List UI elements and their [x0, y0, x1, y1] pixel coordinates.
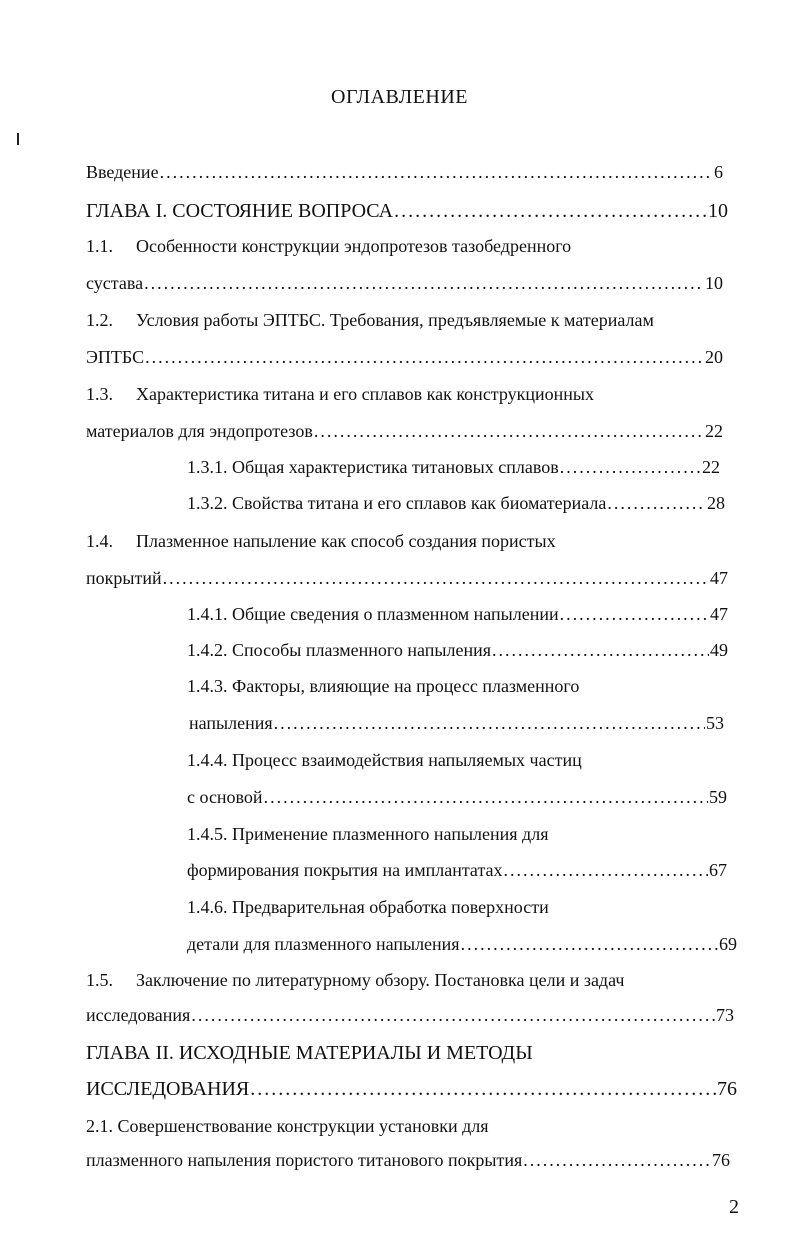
margin-mark — [17, 133, 19, 145]
toc-entry-text: ЭПТБС — [86, 347, 145, 367]
toc-leader — [394, 199, 707, 223]
toc-page-number: 10 — [705, 273, 723, 293]
toc-entry-heading — [86, 968, 624, 992]
toc-page-number: 28 — [707, 493, 725, 513]
toc-page-number: 59 — [709, 787, 727, 807]
toc-page-number: 53 — [706, 713, 724, 733]
toc-leader — [560, 602, 709, 626]
toc-entry — [86, 199, 728, 223]
toc-entry — [86, 1077, 737, 1101]
toc-page-number: 22 — [705, 421, 723, 441]
toc-leader — [560, 455, 701, 479]
toc-entry — [187, 455, 720, 479]
toc-leader — [492, 638, 709, 662]
toc-entry — [189, 711, 724, 735]
toc-page-number: 22 — [702, 457, 720, 477]
toc-entry-heading — [86, 1041, 533, 1065]
toc-page-number: 67 — [709, 860, 727, 880]
toc-page-number: 69 — [719, 934, 737, 954]
toc-entry-heading — [86, 234, 571, 258]
toc-page-number: 76 — [712, 1150, 730, 1170]
toc-entry-text: 1.4.3. Факторы, влияющие на процесс плазменного — [187, 676, 580, 696]
toc-leader — [461, 932, 718, 956]
toc-entry-heading — [86, 529, 556, 553]
toc-entry — [86, 271, 723, 295]
toc-entry-number: 1.4. — [86, 531, 113, 551]
toc-entry — [86, 566, 728, 590]
toc-page-number: 6 — [714, 162, 723, 182]
toc-entry-text: 1.3.1. Общая характеристика титановых сплавов — [187, 457, 559, 477]
toc-entry-text: Характеристика титана и его сплавов как конструкционных — [136, 384, 595, 404]
toc-entry — [86, 345, 723, 369]
toc-entry-text: с основой — [187, 787, 263, 807]
toc-leader — [607, 491, 706, 515]
toc-entry-heading — [86, 382, 594, 406]
toc-entry-number: 1.5. — [86, 970, 113, 990]
toc-entry-text: Условия работы ЭПТБС. Требования, предъявляемые к материалам — [136, 310, 654, 330]
toc-entry-heading — [187, 748, 582, 772]
toc-entry — [86, 1148, 730, 1172]
toc-entry — [86, 160, 723, 184]
toc-entry-heading — [86, 1114, 489, 1138]
toc-leader — [160, 160, 713, 184]
toc-entry — [86, 1003, 734, 1027]
toc-entry — [187, 602, 728, 626]
toc-entry — [86, 419, 723, 443]
page-number: 2 — [729, 1196, 739, 1218]
toc-entry-text: детали для плазменного напыления — [187, 934, 460, 954]
toc-entry — [187, 638, 728, 662]
toc-entry-heading — [86, 308, 654, 332]
toc-page-number: 49 — [710, 640, 728, 660]
toc-leader — [144, 271, 704, 295]
toc-entry-number: 1.3. — [86, 384, 113, 404]
toc-entry-text: 1.4.1. Общие сведения о плазменном напылении — [187, 604, 559, 624]
toc-leader — [250, 1077, 716, 1101]
toc-entry-heading — [187, 822, 548, 846]
toc-entry-text: ГЛАВА II. ИСХОДНЫЕ МАТЕРИАЛЫ И МЕТОДЫ — [86, 1042, 533, 1064]
toc-leader — [314, 419, 704, 443]
toc-entry — [187, 491, 725, 515]
toc-leader — [191, 1003, 715, 1027]
toc-entry — [187, 785, 727, 809]
toc-entry-text: Плазменное напыление как способ создания пористых — [136, 531, 556, 551]
toc-entry-text: сустава — [86, 273, 144, 293]
page-title: ОГЛАВЛЕНИЕ — [331, 86, 468, 108]
toc-entry-text: 1.3.2. Свойства титана и его сплавов как биоматериала — [187, 493, 607, 513]
toc-page-number: 47 — [710, 604, 728, 624]
toc-page-number: 20 — [705, 347, 723, 367]
toc-entry-text: напыления — [189, 713, 273, 733]
toc-entry-text: 1.4.5. Применение плазменного напыления для — [187, 824, 549, 844]
toc-entry — [187, 932, 737, 956]
toc-leader — [163, 566, 709, 590]
toc-leader — [274, 711, 705, 735]
toc-entry-text: покрытий — [86, 568, 162, 588]
toc-leader — [145, 345, 704, 369]
toc-page-number: 10 — [708, 200, 728, 222]
toc-entry-text: ГЛАВА I. СОСТОЯНИЕ ВОПРОСА — [86, 200, 394, 222]
toc-entry-text: 1.4.2. Способы плазменного напыления — [187, 640, 491, 660]
toc-entry-text: исследования — [86, 1005, 191, 1025]
toc-entry-text: 1.4.6. Предварительная обработка поверхности — [187, 897, 549, 917]
toc-entry-heading — [187, 895, 549, 919]
toc-entry-heading — [187, 674, 579, 698]
toc-entry-text: материалов для эндопротезов — [86, 421, 313, 441]
toc-entry-number: 1.2. — [86, 310, 113, 330]
toc-entry-text: плазменного напыления пористого титанового покрытия — [86, 1150, 523, 1170]
toc-page-number: 47 — [710, 568, 728, 588]
toc-leader — [264, 785, 708, 809]
toc-entry-text: 2.1. Совершенствование конструкции установки для — [86, 1116, 489, 1136]
toc-entry-text: Введение — [86, 162, 159, 182]
toc-leader — [504, 858, 708, 882]
toc-entry-text: Заключение по литературному обзору. Постановка цели и задач — [136, 970, 625, 990]
toc-leader — [523, 1148, 711, 1172]
toc-entry-text: ИССЛЕДОВАНИЯ — [86, 1078, 250, 1100]
toc-entry-text: 1.4.4. Процесс взаимодействия напыляемых частиц — [187, 750, 582, 770]
toc-page-number: 76 — [717, 1078, 737, 1100]
toc-entry-number: 1.1. — [86, 236, 113, 256]
toc-entry-text: Особенности конструкции эндопротезов тазобедренного — [136, 236, 572, 256]
toc-entry — [187, 858, 727, 882]
toc-entry-text: формирования покрытия на имплантатах — [187, 860, 503, 880]
toc-page-number: 73 — [716, 1005, 734, 1025]
